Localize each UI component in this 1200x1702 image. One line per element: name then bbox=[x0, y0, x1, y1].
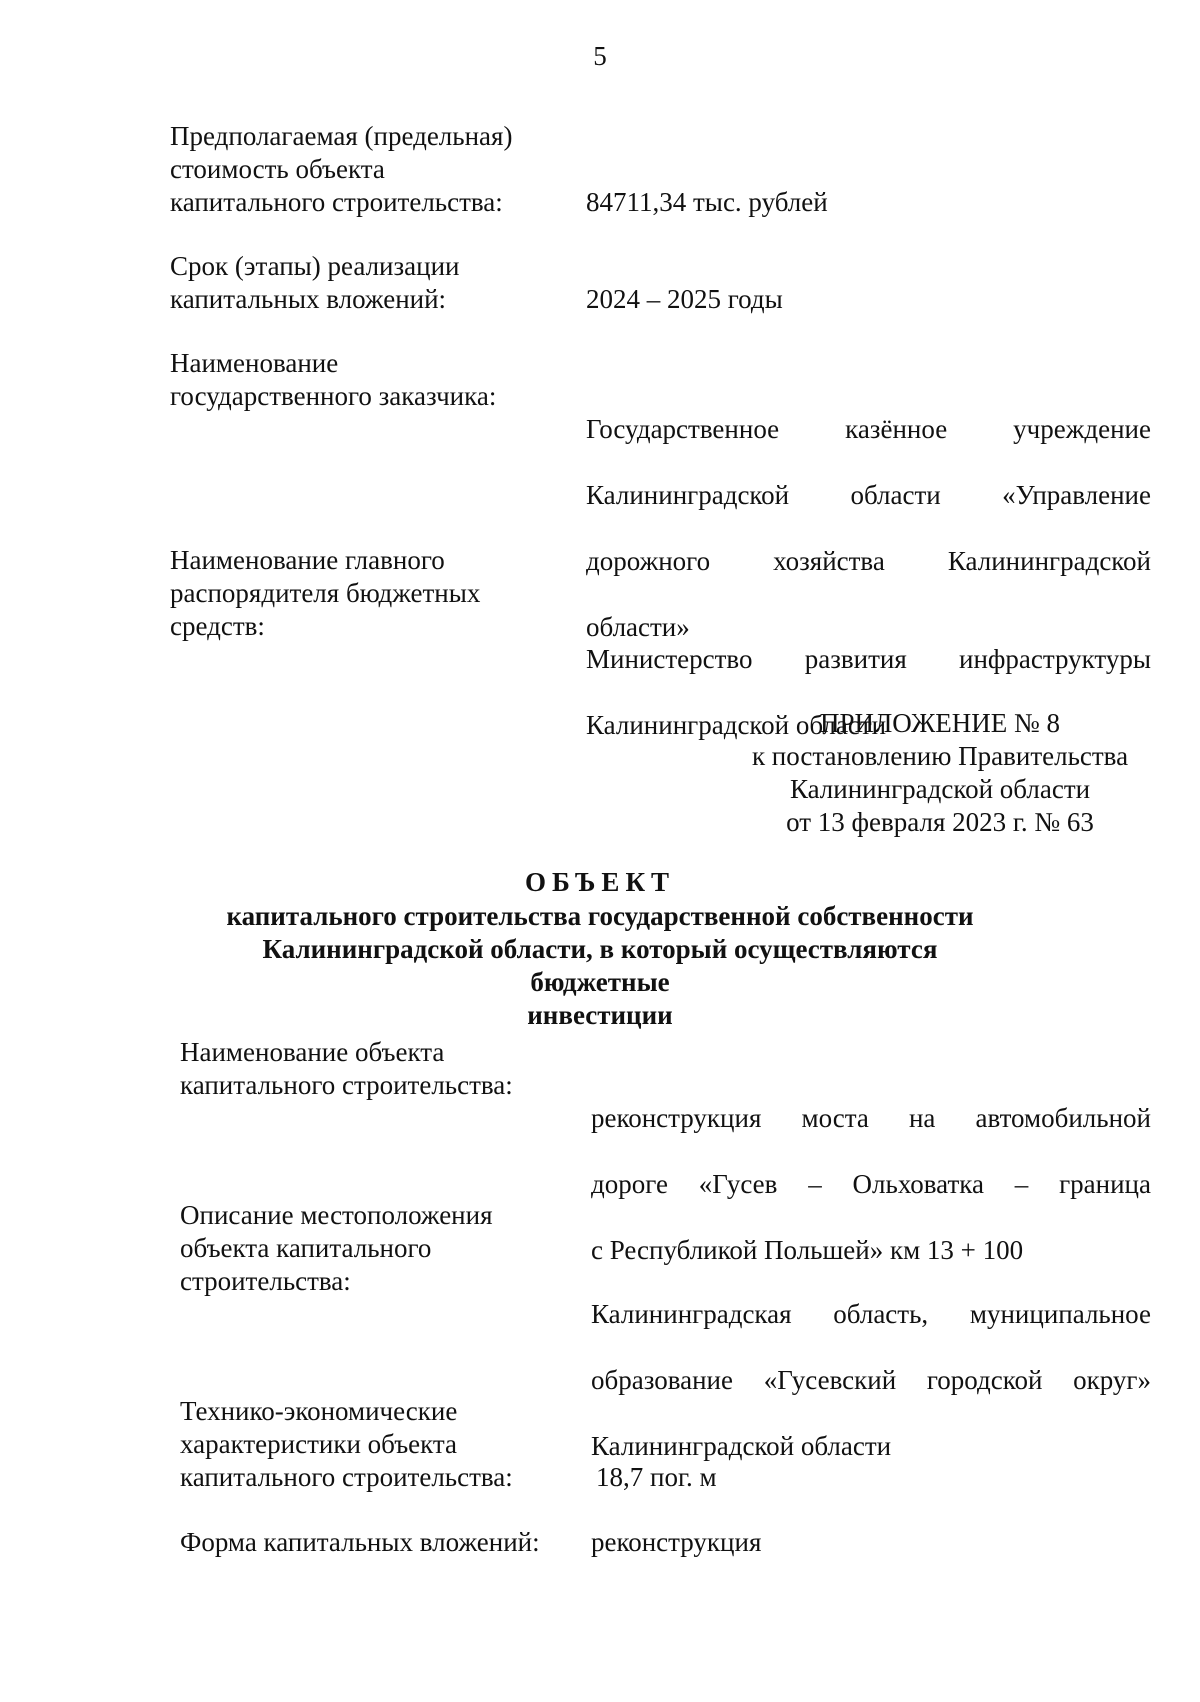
value-line: реконструкция моста на автомобильной bbox=[591, 1103, 1151, 1133]
value-line: Государственное казённое учреждение bbox=[586, 414, 1151, 444]
value-line: с Республикой Польшей» км 13 + 100 bbox=[591, 1235, 1024, 1265]
value-line: области» bbox=[586, 612, 690, 642]
field-label: Срок (этапы) реализации капитальных вложений: bbox=[170, 251, 460, 314]
field-label: Предполагаемая (предельная) стоимость объекта капитального строительства: bbox=[170, 121, 513, 217]
value-line: дорожного хозяйства Калининградской bbox=[586, 546, 1151, 576]
appendix-title: ПРИЛОЖЕНИЕ № 8 bbox=[819, 708, 1061, 738]
field-value: 84711,34 тыс. рублей bbox=[586, 187, 828, 217]
field-label: Наименование главного распорядителя бюджетных средств: bbox=[170, 545, 481, 641]
page-number: 5 bbox=[593, 41, 607, 71]
field-label: Описание местоположения объекта капитального строительства: bbox=[180, 1200, 493, 1296]
value-line: Калининградская область, муниципальное bbox=[591, 1299, 1151, 1329]
field-value: 18,7 пог. м bbox=[596, 1462, 717, 1492]
field-value: 2024 – 2025 годы bbox=[586, 284, 783, 314]
value-line: Калининградской области «Управление bbox=[586, 480, 1151, 510]
appendix-line: к постановлению Правительства bbox=[751, 741, 1129, 771]
appendix-line: Калининградской области bbox=[789, 774, 1091, 804]
field-label: Наименование государственного заказчика: bbox=[170, 348, 497, 411]
field-label: Форма капитальных вложений: bbox=[180, 1527, 540, 1557]
object-subtitle: капитального строительства государственной собственности Калининградской области, в который осуществляются бюджетные инвестиции bbox=[226, 901, 974, 1030]
value-line: Калининградской области bbox=[586, 710, 887, 740]
field-label: Наименование объекта капитального строительства: bbox=[180, 1037, 513, 1100]
field-value: реконструкция bbox=[591, 1527, 762, 1557]
field-label: Технико-экономические характеристики объекта капитального строительства: bbox=[180, 1396, 513, 1492]
value-line: Калининградской области bbox=[591, 1431, 892, 1461]
appendix-line: от 13 февраля 2023 г. № 63 bbox=[786, 807, 1094, 837]
object-title: ОБЪЕКТ bbox=[524, 867, 676, 897]
value-line: дороге «Гусев – Ольховатка – граница bbox=[591, 1169, 1151, 1199]
appendix-block bbox=[700, 707, 1180, 839]
value-line: образование «Гусевский городской округ» bbox=[591, 1365, 1151, 1395]
value-line: Министерство развития инфраструктуры bbox=[586, 644, 1151, 674]
